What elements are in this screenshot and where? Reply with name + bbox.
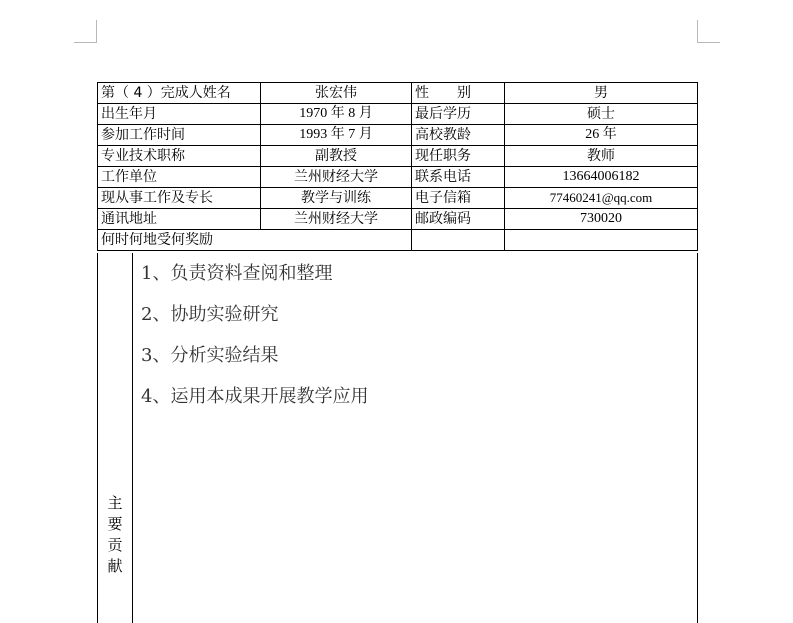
contributions-label-cell — [98, 253, 133, 623]
table-row — [98, 230, 698, 251]
position-value[interactable]: 教师 — [505, 146, 698, 167]
contributions-label-char: 贡 — [107, 536, 123, 554]
teaching-years-label: 高校教龄 — [412, 125, 505, 146]
contributions-label-char: 献 — [107, 557, 123, 575]
contributions-label-char: 主 — [107, 494, 123, 512]
awards-label: 何时何地受何奖励 — [98, 230, 412, 251]
contributions-label-char: 要 — [107, 515, 123, 533]
phone-value[interactable]: 13664006182 — [505, 167, 698, 188]
awards-value[interactable] — [412, 230, 505, 251]
list-item: 3、分析实验结果 — [141, 345, 279, 366]
postcode-label: 邮政编码 — [412, 209, 505, 230]
table-row — [98, 104, 698, 125]
gender-value[interactable]: 男 — [505, 83, 698, 104]
education-value[interactable]: 硕士 — [505, 104, 698, 125]
specialty-label: 现从事工作及专长 — [98, 188, 261, 209]
table-row — [98, 83, 698, 104]
title-value[interactable]: 副教授 — [261, 146, 412, 167]
email-label: 电子信箱 — [412, 188, 505, 209]
specialty-value[interactable]: 教学与训练 — [261, 188, 412, 209]
employer-label: 工作单位 — [98, 167, 261, 188]
table-row — [98, 146, 698, 167]
work-start-value[interactable]: 1993 年 7 月 — [261, 125, 412, 146]
title-label: 专业技术职称 — [98, 146, 261, 167]
personal-info-table — [97, 82, 698, 251]
employer-value[interactable]: 兰州财经大学 — [261, 167, 412, 188]
birth-date-value[interactable]: 1970 年 8 月 — [261, 104, 412, 125]
contributions-list[interactable] — [141, 259, 368, 423]
page-corner-mark-top-right — [697, 20, 720, 43]
education-label: 最后学历 — [412, 104, 505, 125]
address-label: 通讯地址 — [98, 209, 261, 230]
postcode-value[interactable]: 730020 — [505, 209, 698, 230]
position-label: 现任职务 — [412, 146, 505, 167]
list-item: 2、协助实验研究 — [141, 304, 279, 325]
birth-date-label: 出生年月 — [98, 104, 261, 125]
address-value[interactable]: 兰州财经大学 — [261, 209, 412, 230]
list-item: 4、运用本成果开展教学应用 — [141, 386, 369, 407]
contributions-label — [98, 493, 132, 577]
list-item: 1、负责资料查阅和整理 — [141, 263, 333, 284]
name-value[interactable]: 张宏伟 — [261, 83, 412, 104]
table-row — [98, 167, 698, 188]
gender-label: 性 别 — [412, 83, 505, 104]
teaching-years-value[interactable]: 26 年 — [505, 125, 698, 146]
page-corner-mark-top-left — [74, 20, 97, 43]
contributions-section — [97, 253, 698, 623]
table-row — [98, 188, 698, 209]
table-row — [98, 125, 698, 146]
email-value[interactable]: 77460241@qq.com — [505, 188, 698, 209]
awards-value-2[interactable] — [505, 230, 698, 251]
phone-label: 联系电话 — [412, 167, 505, 188]
work-start-label: 参加工作时间 — [98, 125, 261, 146]
name-label: 第（ 4 ）完成人姓名 — [98, 83, 261, 104]
table-row — [98, 209, 698, 230]
